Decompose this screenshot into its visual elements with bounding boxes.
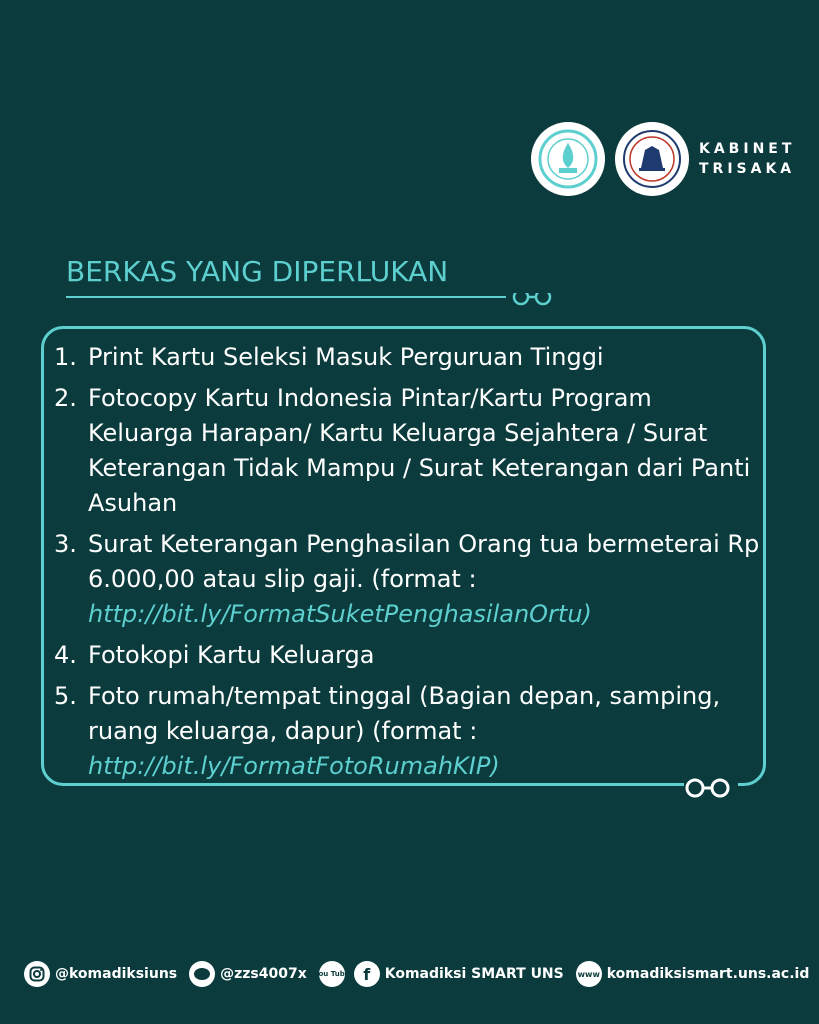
heading-underline-icon (66, 293, 566, 309)
section-heading (66, 255, 448, 288)
item-text: Print Kartu Seleksi Masuk Perguruan Tinggi (88, 343, 604, 371)
item-number: 5. (54, 682, 77, 710)
www-icon: www (576, 961, 602, 987)
instagram-link[interactable] (24, 961, 177, 987)
youtube-link[interactable] (314, 961, 350, 987)
list-item (54, 340, 764, 375)
header-logos (531, 122, 795, 196)
cabinet-name (699, 139, 795, 179)
cabinet-line-2: TRISAKA (699, 161, 796, 177)
footer-social (24, 958, 810, 990)
uns-logo (531, 122, 605, 196)
youtube-icon: You Tube (319, 961, 345, 987)
facebook-link[interactable] (354, 961, 564, 987)
list-item (54, 638, 764, 673)
line-icon (189, 961, 215, 987)
item-number: 1. (54, 343, 77, 371)
instagram-handle: @komadiksiuns (55, 966, 178, 982)
instagram-icon (24, 961, 50, 987)
komadiksi-logo (615, 122, 689, 196)
item-text: Fotocopy Kartu Indonesia Pintar/Kartu Program Keluarga Harapan/ Kartu Keluarga Sejahtera / Surat Keterangan Tidak Mampu / Surat Keterangan dari Panti Asuhan (88, 384, 751, 517)
requirements-list (54, 340, 764, 790)
cabinet-line-1: KABINET (699, 141, 796, 157)
line-handle: @zzs4007x (220, 966, 307, 982)
list-item (54, 381, 764, 521)
item-text: Foto rumah/tempat tinggal (Bagian depan, samping, ruang keluarga, dapur) (format : http://bit.ly/FormatFotoRumahKIP) (88, 682, 721, 780)
item-number: 3. (54, 530, 77, 558)
website-link[interactable] (576, 961, 810, 987)
list-item (54, 527, 764, 632)
list-item (54, 679, 764, 784)
facebook-icon: f (354, 961, 380, 987)
item-number: 2. (54, 384, 77, 412)
page-title: BERKAS YANG DIPERLUKAN (66, 255, 449, 288)
uns-emblem-icon (537, 128, 599, 190)
komadiksi-emblem-icon (621, 128, 683, 190)
item-text: Fotokopi Kartu Keluarga (88, 641, 375, 669)
format-link[interactable]: http://bit.ly/FormatSuketPenghasilanOrtu) (88, 600, 592, 628)
line-link[interactable] (189, 961, 307, 987)
website-url: komadiksismart.uns.ac.id (606, 966, 810, 982)
format-link[interactable]: http://bit.ly/FormatFotoRumahKIP) (88, 752, 500, 780)
item-number: 4. (54, 641, 77, 669)
item-text: Surat Keterangan Penghasilan Orang tua bermeterai Rp 6.000,00 atau slip gaji. (format : http://bit.ly/FormatSuketPenghasilanOrtu) (88, 530, 760, 628)
facebook-name: Komadiksi SMART UNS (384, 966, 564, 982)
